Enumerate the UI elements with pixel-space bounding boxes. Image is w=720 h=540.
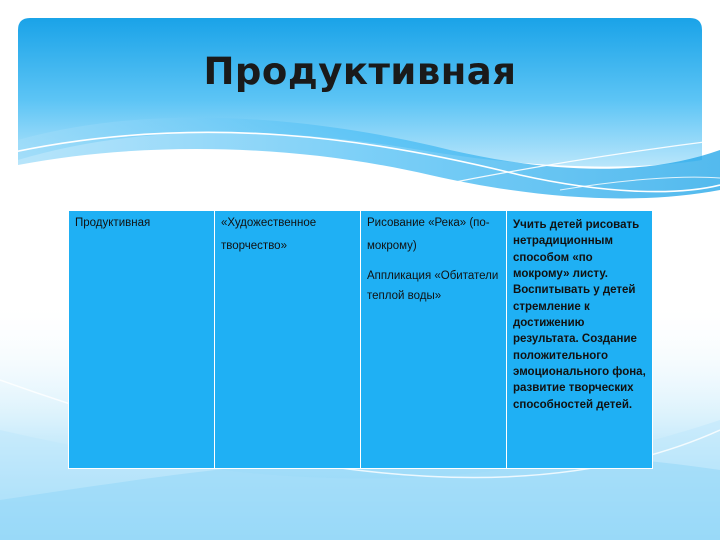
table-row: [69, 211, 653, 469]
cell-tasks: [361, 211, 507, 469]
cell-activity: Продуктивная: [69, 211, 215, 469]
cell-task-drawing: Рисование «Река» (по- мокрому): [367, 217, 490, 252]
cell-goals: Учить детей рисовать нетрадиционным способом «по мокрому» листу. Воспитывать у детей стремление к достижению результата. Создание положительного эмоционального фона, развитие творческих способностей детей.: [507, 211, 653, 469]
cell-task-applique: Аппликация «Обитатели теплой воды»: [367, 270, 499, 302]
content-table: [68, 210, 653, 469]
slide-title: Продуктивная: [203, 50, 517, 93]
cell-area: «Художественное творчество»: [215, 211, 361, 469]
